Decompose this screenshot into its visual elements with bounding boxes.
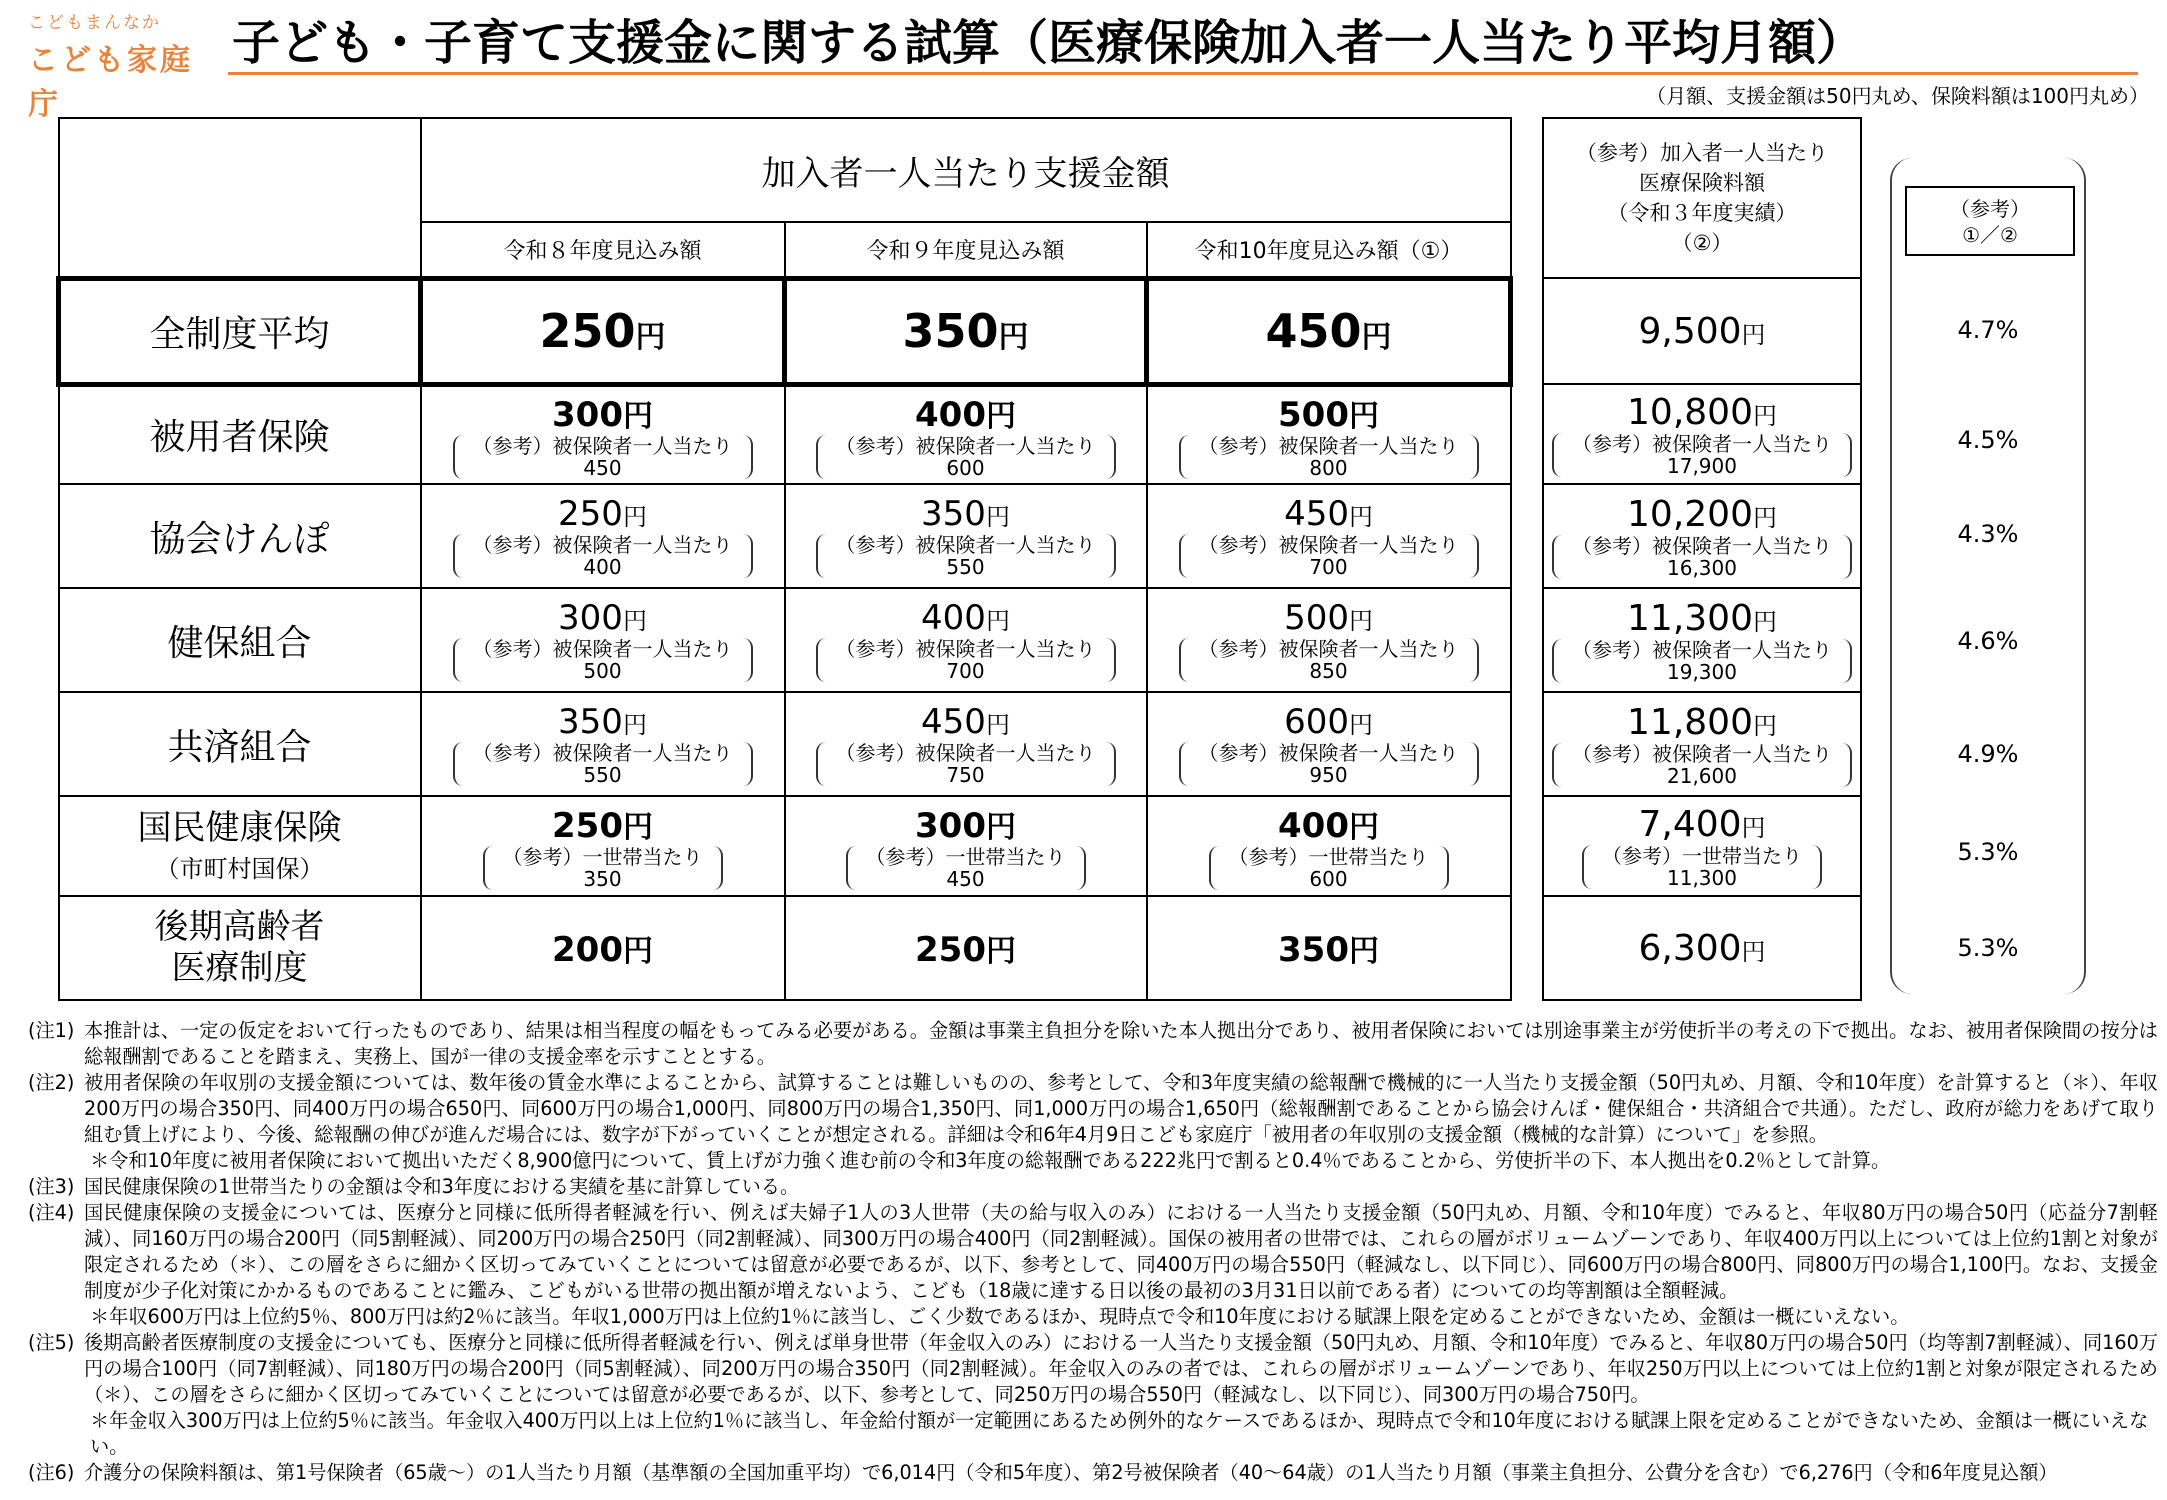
- value: 500: [1278, 394, 1349, 435]
- cell-kenpo-r10: [1147, 588, 1511, 692]
- ref-value: 400: [583, 555, 622, 579]
- premium-all: [1543, 278, 1861, 384]
- header-blank: [59, 118, 421, 278]
- yen-unit: 円: [985, 810, 1016, 845]
- ref-value: 700: [946, 659, 985, 683]
- value: 11,300: [1627, 597, 1753, 639]
- footnote-tag: (注6): [28, 1461, 75, 1484]
- value: 450: [1265, 304, 1362, 358]
- ratio-employee: 4.5%: [1957, 426, 2019, 454]
- premium-emp: [1543, 384, 1861, 484]
- yen-unit: 円: [985, 503, 1010, 531]
- yen-unit: 円: [622, 810, 653, 845]
- premium-header-line: （②）: [1671, 231, 1733, 255]
- yen-unit: 円: [998, 320, 1029, 355]
- footnote-asterisk: ＊年収600万円は上位約5％、800万円は約2％に該当。年収1,000万円は上位約1％に該当し、ごく少数であるほか、現時点で令和10年度における賦課上限を定めることができないため、金額は一概にいえない。: [90, 1305, 1910, 1328]
- yen-unit: 円: [1348, 503, 1373, 531]
- ratio-header-line: ①／②: [1962, 223, 2018, 247]
- yen-unit: 円: [1752, 503, 1777, 532]
- ratio-kyosai: 4.9%: [1957, 740, 2019, 768]
- footnote-text: 国民健康保険の1世帯当たりの金額は令和3年度における実績を基に計算している。: [84, 1175, 800, 1198]
- cell-kenpo-r9: [785, 588, 1147, 692]
- footnote: [28, 1460, 2158, 1486]
- cell-kouki-r10: [1147, 896, 1511, 1000]
- ref-value: 19,300: [1667, 659, 1737, 684]
- value: 350: [558, 702, 623, 742]
- yen-unit: 円: [985, 398, 1016, 434]
- ratio-header: [1905, 186, 2075, 256]
- cell-emp-r8: [421, 384, 785, 484]
- ref-box: [1552, 535, 1852, 579]
- footnote-tag: (注1): [28, 1019, 75, 1042]
- cell-emp-r9: [785, 384, 1147, 484]
- yen-unit: 円: [1349, 398, 1379, 434]
- yen-unit: 円: [1349, 934, 1379, 969]
- logo-name: こども家庭庁: [28, 43, 193, 122]
- footnote-tag: (注2): [28, 1071, 75, 1094]
- yen-unit: 円: [1752, 607, 1777, 636]
- ref-box: [1552, 743, 1852, 787]
- cell-kenpo-r8: [421, 588, 785, 692]
- ref-value: 550: [583, 763, 622, 787]
- ref-value: 11,300: [1667, 865, 1737, 890]
- premium-header-line: 医療保険料額: [1639, 171, 1765, 195]
- value: 400: [921, 598, 986, 638]
- ref-label: （参考）被保険者一人当たり: [1198, 637, 1459, 661]
- ratio-kenpo: 4.6%: [1957, 627, 2019, 655]
- ref-box: [453, 742, 753, 786]
- ref-value: 16,300: [1667, 555, 1737, 580]
- value: 350: [921, 494, 986, 534]
- ref-label: （参考）一世帯当たり: [1602, 843, 1802, 868]
- footnote-text: 介護分の保険料額は、第1号保険者（65歳～）の1人当たり月額（基準額の全国加重平均）で6,014円（令和5年度）、第2号被保険者（40～64歳）の1人当たり月額（事業主負担分、公費分を含む）で6,276円（令和6年度見込額）: [84, 1461, 2058, 1484]
- yen-unit: 円: [1361, 320, 1392, 355]
- value: 250: [552, 806, 623, 846]
- yen-unit: 円: [985, 934, 1016, 969]
- ref-box: [453, 638, 753, 682]
- ref-label: （参考）被保険者一人当たり: [472, 533, 733, 557]
- rounding-note: （月額、支援金額は50円丸め、保険料額は100円丸め）: [1646, 84, 2149, 108]
- ref-value: 600: [1309, 867, 1348, 891]
- footnote: [28, 1330, 2158, 1408]
- ref-value: 21,600: [1667, 763, 1737, 788]
- ref-box: [1179, 638, 1479, 682]
- value: 200: [552, 930, 623, 970]
- value: 500: [1284, 598, 1349, 638]
- ref-value: 600: [946, 455, 985, 480]
- footnote-tag: (注4): [28, 1201, 75, 1224]
- sublabel: （市町村国保）: [155, 854, 324, 883]
- premium-header: [1543, 118, 1861, 278]
- ratio-bracket: [1890, 158, 2086, 994]
- row-label-kenpo: 健保組合: [59, 588, 421, 692]
- premium-kenpo: [1543, 588, 1861, 692]
- cell-kyokai-r8: [421, 484, 785, 588]
- ref-label: （参考）被保険者一人当たり: [1572, 741, 1832, 766]
- value: 250: [558, 494, 623, 534]
- ref-box: [846, 846, 1086, 890]
- ratio-kokuho: 5.3%: [1957, 838, 2019, 866]
- row-label-kyosai: 共済組合: [59, 692, 421, 796]
- ref-value: 800: [1309, 455, 1348, 480]
- value: 450: [921, 702, 986, 742]
- value: 300: [915, 806, 986, 846]
- ref-value: 750: [946, 763, 985, 787]
- ref-box: [816, 742, 1116, 786]
- value: 10,800: [1627, 391, 1753, 433]
- ref-label: （参考）被保険者一人当たり: [1572, 533, 1832, 558]
- ref-box: [816, 534, 1116, 578]
- value: 250: [539, 304, 636, 358]
- premium-kyokai: [1543, 484, 1861, 588]
- support-amount-header: 加入者一人当たり支援金額: [421, 118, 1511, 222]
- ref-label: （参考）被保険者一人当たり: [472, 433, 733, 458]
- yen-unit: 円: [622, 934, 653, 969]
- ref-box: [1582, 845, 1822, 889]
- ref-value: 550: [946, 555, 985, 579]
- value: 350: [902, 304, 999, 358]
- col-header-r10: 令和10年度見込み額（①）: [1147, 222, 1511, 278]
- yen-unit: 円: [635, 320, 666, 355]
- yen-unit: 円: [1348, 607, 1373, 635]
- row-label-all: 全制度平均: [59, 278, 421, 384]
- cell-kokuho-r8: [421, 796, 785, 896]
- ref-value: 950: [1309, 763, 1348, 787]
- ref-value: 350: [583, 867, 622, 891]
- cell-kouki-r9: [785, 896, 1147, 1000]
- ref-box: [1179, 435, 1479, 479]
- cell-kyokai-r10: [1147, 484, 1511, 588]
- ref-label: （参考）被保険者一人当たり: [835, 433, 1096, 458]
- ref-box: [1552, 433, 1852, 477]
- cell-kokuho-r10: [1147, 796, 1511, 896]
- label-line1: 後期高齢者: [154, 907, 325, 948]
- cell-all-r9: [785, 278, 1147, 384]
- premium-header-line: （令和３年度実績）: [1607, 201, 1797, 225]
- title-divider: [228, 72, 2138, 75]
- ref-label: （参考）被保険者一人当たり: [1198, 741, 1459, 765]
- ref-value: 500: [583, 659, 622, 683]
- premium-kouki: [1543, 896, 1861, 1000]
- yen-unit: 円: [1752, 711, 1777, 740]
- row-label-kyokai: 協会けんぽ: [59, 484, 421, 588]
- label: 国民健康保険: [137, 808, 342, 849]
- logo-subtitle: こどもまんなか: [28, 13, 161, 33]
- ref-label: （参考）一世帯当たり: [502, 845, 703, 869]
- ref-box: [1209, 846, 1449, 890]
- footnote-text: 後期高齢者医療制度の支援金についても、医療分と同様に低所得者軽減を行い、例えば単身世帯（年金収入のみ）における一人当たり支援金額（50円丸め、月額、令和10年度）でみると、年収80万円の場合50円（均等割7割軽減）、同160万円の場合100円（同7割軽減）、同180万円の場合200円（同5割軽減）、同200万円の場合350円（同2割軽減）。年金収入のみの者では、これらの層がボリュームゾーンであり、年収250万円以上については上位約1割と対象が限定されるため（＊）、この層をさらに細かく区切ってみていくことについては留意が必要であるが、以下、参考として、同250万円の場合550円（軽減なし、以下同じ）、同300万円の場合750円。: [84, 1331, 2158, 1406]
- ref-box: [1552, 639, 1852, 683]
- footnote: [28, 1018, 2158, 1070]
- ref-label: （参考）被保険者一人当たり: [835, 637, 1096, 661]
- cell-all-r10: [1147, 278, 1511, 384]
- cell-kyosai-r9: [785, 692, 1147, 796]
- support-amount-table: [56, 117, 1513, 1001]
- ref-label: （参考）被保険者一人当たり: [1198, 433, 1459, 458]
- premium-kokuho: [1543, 796, 1861, 896]
- cell-all-r8: [421, 278, 785, 384]
- yen-unit: 円: [622, 607, 647, 635]
- ref-value: 450: [583, 455, 622, 480]
- footnote-tag: (注5): [28, 1331, 75, 1354]
- ref-label: （参考）被保険者一人当たり: [1198, 533, 1459, 557]
- yen-unit: 円: [1348, 711, 1373, 739]
- cell-kokuho-r9: [785, 796, 1147, 896]
- yen-unit: 円: [1752, 401, 1777, 430]
- value: 350: [1278, 930, 1349, 970]
- value: 450: [1284, 494, 1349, 534]
- ref-label: （参考）被保険者一人当たり: [472, 637, 733, 661]
- ref-label: （参考）一世帯当たり: [1228, 845, 1429, 869]
- value: 600: [1284, 702, 1349, 742]
- footnote-asterisk: ＊令和10年度に被用者保険において拠出いただく8,900億円について、賃上げが力強く進む前の令和3年度の総報酬である222兆円で割ると0.4％であることから、労使折半の下、本人拠出を0.2％として計算。: [90, 1149, 1891, 1172]
- ref-label: （参考）被保険者一人当たり: [472, 741, 733, 765]
- value: 300: [558, 598, 623, 638]
- page-title: 子ども・子育て支援金に関する試算（医療保険加入者一人当たり平均月額）: [232, 15, 1865, 71]
- cell-emp-r10: [1147, 384, 1511, 484]
- col-header-r8: 令和８年度見込み額: [421, 222, 785, 278]
- footnote-asterisk: ＊年金収入300万円は上位約5％に該当。年金収入400万円以上は上位約1％に該当し、年金給付額が一定範囲にあるため例外的なケースであるほか、現時点で令和10年度における賦課上限を定めることができないため、金額は一概にいえない。: [90, 1409, 2149, 1458]
- footnote-text: 本推計は、一定の仮定をおいて行ったものであり、結果は相当程度の幅をもってみる必要がある。金額は事業主負担分を除いた本人拠出分であり、被用者保険においては別途事業主が労使折半の考えの下で拠出。なお、被用者保険間の按分は総報酬割であることを踏まえ、実務上、国が一律の支援金率を示すこととする。: [84, 1019, 2158, 1068]
- yen-unit: 円: [1741, 320, 1766, 349]
- yen-unit: 円: [1741, 813, 1766, 842]
- footnote: [28, 1070, 2158, 1148]
- ref-value: 17,900: [1667, 453, 1737, 478]
- value: 11,800: [1627, 701, 1753, 743]
- ref-label: （参考）被保険者一人当たり: [835, 533, 1096, 557]
- footnotes: [28, 1018, 2158, 1486]
- footnote-text: 国民健康保険の支援金については、医療分と同様に低所得者軽減を行い、例えば夫婦子1人の3人世帯（夫の給与収入のみ）における一人当たり支援金額（50円丸め、月額、令和10年度）でみると、年収80万円の場合50円（応益分7割軽減）、同160万円の場合200円（同5割軽減）、同200万円の場合250円（同2割軽減）、同300万円の場合400円（同2割軽減）。国保の被用者の世帯では、これらの層がボリュームゾーンであり、年収400万円以上については上位約1割と対象が限定されるため（＊）、この層をさらに細かく区切ってみていくことについては留意が必要であるが、以下、参考として、同400万円の場合550円（軽減なし、以下同じ）、同600万円の場合800円、同800万円の場合1,100円。なお、支援金制度が少子化対策にかかるものであることに鑑み、こどもがいる世帯の拠出額が増えないよう、こども（18歳に達する日以後の最初の3月31日以前である者）についての均等割額は全額軽減。: [84, 1201, 2158, 1302]
- value: 300: [552, 394, 623, 435]
- value: 250: [915, 930, 986, 970]
- yen-unit: 円: [622, 398, 653, 434]
- premium-kyosai: [1543, 692, 1861, 796]
- ref-box: [483, 846, 723, 890]
- footnote-tag: (注3): [28, 1175, 75, 1198]
- row-label-kokuho: [59, 796, 421, 896]
- row-label-employee: 被用者保険: [59, 384, 421, 484]
- ratio-kouki: 5.3%: [1957, 934, 2019, 962]
- ref-value: 700: [1309, 555, 1348, 579]
- yen-unit: 円: [1741, 937, 1766, 966]
- yen-unit: 円: [622, 711, 647, 739]
- ref-box: [1179, 534, 1479, 578]
- ref-label: （参考）一世帯当たり: [865, 845, 1066, 869]
- ref-box: [453, 435, 753, 479]
- value: 400: [915, 394, 986, 435]
- ratio-all: 4.7%: [1957, 316, 2019, 344]
- ref-box: [816, 638, 1116, 682]
- ref-value: 450: [946, 867, 985, 891]
- value: 6,300: [1638, 927, 1742, 969]
- cell-kyokai-r9: [785, 484, 1147, 588]
- ref-label: （参考）被保険者一人当たり: [1572, 431, 1832, 456]
- cell-kyosai-r10: [1147, 692, 1511, 796]
- yen-unit: 円: [1349, 810, 1379, 845]
- ratio-header-line: （参考）: [1950, 197, 2030, 221]
- ref-label: （参考）被保険者一人当たり: [835, 741, 1096, 765]
- yen-unit: 円: [622, 503, 647, 531]
- col-header-r9: 令和９年度見込み額: [785, 222, 1147, 278]
- logo: [28, 8, 218, 123]
- ref-box: [816, 435, 1116, 479]
- ref-box: [453, 534, 753, 578]
- value: 400: [1278, 806, 1349, 846]
- yen-unit: 円: [985, 607, 1010, 635]
- footnote-text: 被用者保険の年収別の支援金額については、数年後の賃金水準によることから、試算することは難しいものの、参考として、令和3年度実績の総報酬で機械的に一人当たり支援金額（50円丸め、月額、令和10年度）を計算すると（＊）、年収200万円の場合350円、同400万円の場合650円、同600万円の場合1,000円、同800万円の場合1,350円、同1,000万円の場合1,650円（総報酬割であることから協会けんぽ・健保組合・共済組合で共通）。ただし、政府が総力をあげて取り組む賃上げにより、今後、総報酬の伸びが進んだ場合には、数字が下がっていくことが想定される。詳細は令和6年4月9日こども家庭庁「被用者の年収別の支援金額（機械的な計算）について」を参照。: [84, 1071, 2158, 1146]
- ref-value: 850: [1309, 659, 1348, 683]
- value: 7,400: [1638, 803, 1742, 845]
- ratio-kyokai: 4.3%: [1957, 520, 2019, 548]
- cell-kouki-r8: [421, 896, 785, 1000]
- footnote: [28, 1200, 2158, 1304]
- ref-label: （参考）被保険者一人当たり: [1572, 637, 1832, 662]
- footnote: [28, 1174, 2158, 1200]
- premium-reference-table: [1542, 117, 1862, 1001]
- value: 10,200: [1627, 493, 1753, 535]
- row-label-kouki: [59, 896, 421, 1000]
- ref-box: [1179, 742, 1479, 786]
- value: 9,500: [1638, 310, 1742, 352]
- premium-header-line: （参考）加入者一人当たり: [1576, 141, 1828, 165]
- label-line2: 医療制度: [171, 948, 308, 988]
- cell-kyosai-r8: [421, 692, 785, 796]
- yen-unit: 円: [985, 711, 1010, 739]
